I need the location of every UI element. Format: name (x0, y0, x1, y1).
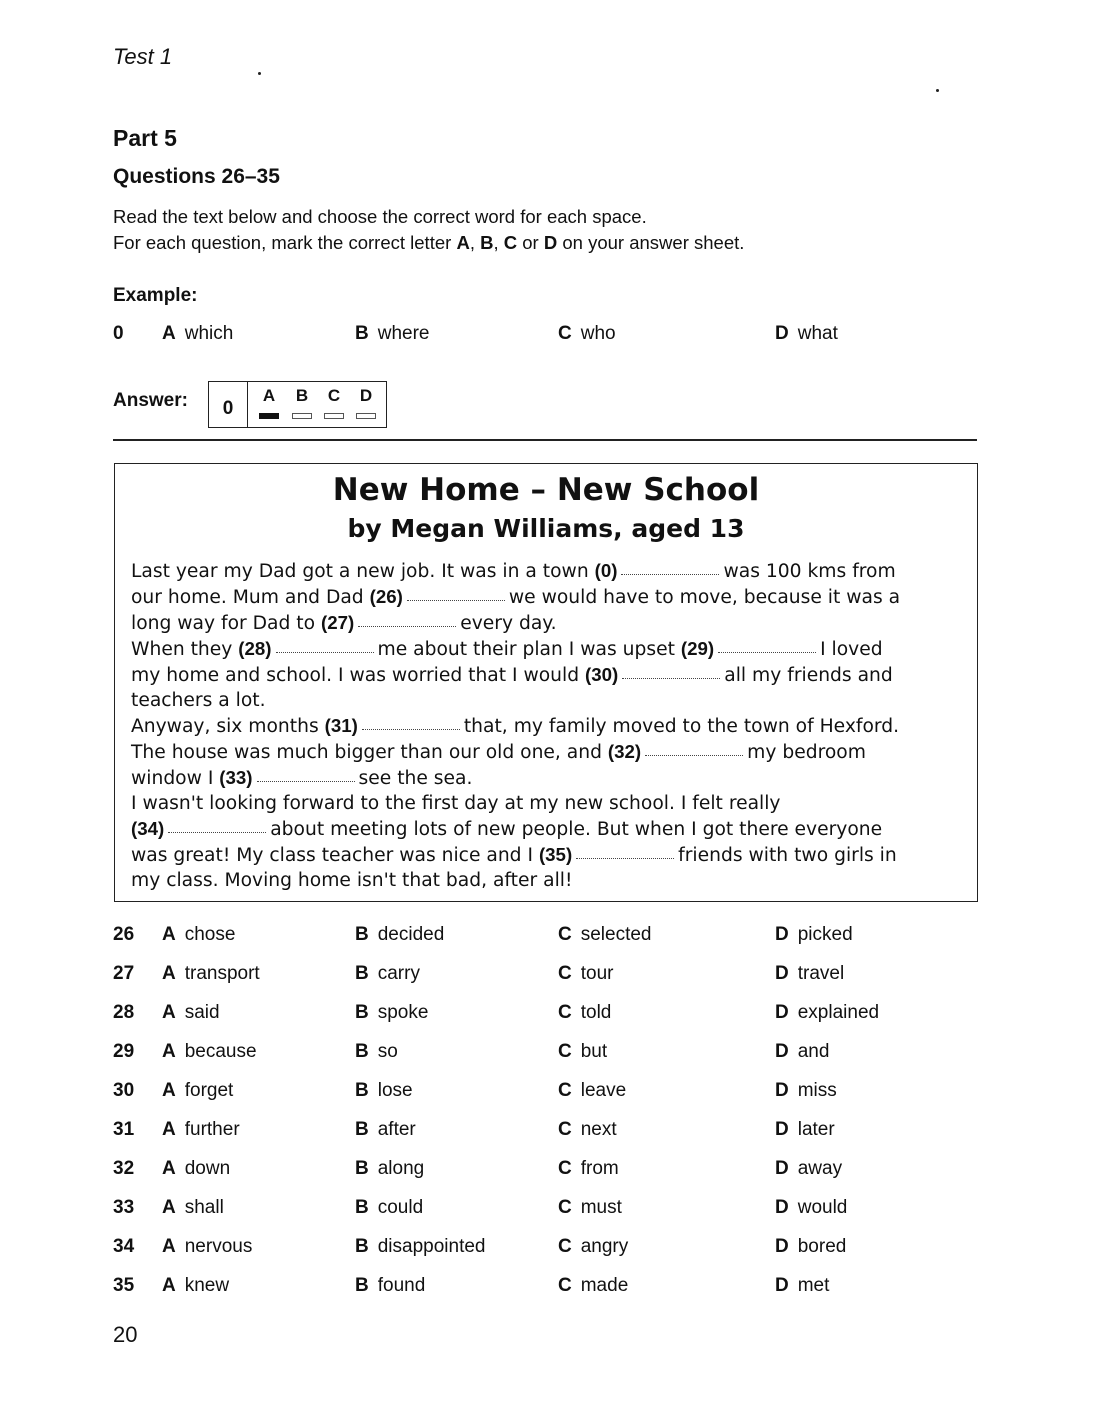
story-line: our home. Mum and Dad (26) we would have to move, because it was a (131, 586, 901, 608)
answer-gap (276, 646, 374, 653)
answer-gap (621, 568, 719, 575)
option-d[interactable]: D later (775, 1119, 835, 1140)
question-number: 0 (113, 323, 124, 344)
story-line: long way for Dad to (27) every day. (131, 612, 557, 634)
question-row (0, 1197, 1096, 1227)
option-c[interactable]: C but (558, 1041, 608, 1062)
question-number: 33 (113, 1197, 135, 1218)
answer-gap (358, 620, 456, 627)
option-b[interactable]: B so (355, 1041, 398, 1062)
question-row (0, 1236, 1096, 1266)
option-b[interactable]: B where (355, 323, 430, 344)
question-row (0, 1080, 1096, 1110)
option-d[interactable]: D explained (775, 1002, 880, 1023)
question-number: 26 (113, 924, 135, 945)
option-b[interactable]: B along (355, 1158, 425, 1179)
example-label: Example: (113, 285, 198, 306)
story-line: window I (33) see the sea. (131, 767, 473, 789)
answer-gap (362, 723, 460, 730)
page-number: 20 (113, 1322, 138, 1347)
option-d[interactable]: D picked (775, 924, 853, 945)
question-row (0, 924, 1096, 954)
option-b[interactable]: B could (355, 1197, 424, 1218)
example-options-row (0, 323, 1096, 353)
question-number: 35 (113, 1275, 135, 1296)
option-d[interactable]: D met (775, 1275, 830, 1296)
option-d[interactable]: D and (775, 1041, 830, 1062)
option-a[interactable]: A because (162, 1041, 257, 1062)
option-c[interactable]: C leave (558, 1080, 627, 1101)
option-a[interactable]: A which (162, 323, 234, 344)
questions-range: Questions 26–35 (113, 165, 280, 188)
story-line: was great! My class teacher was nice and I (35) friends with two girls in (131, 844, 897, 866)
answer-gap (257, 775, 355, 782)
story-line: Last year my Dad got a new job. It was in a town (0) was 100 kms from (131, 560, 896, 582)
answer-letter-c: C (327, 386, 341, 405)
option-d[interactable]: D miss (775, 1080, 837, 1101)
question-row (0, 1041, 1096, 1071)
option-a[interactable]: A transport (162, 963, 260, 984)
option-d[interactable]: D bored (775, 1236, 847, 1257)
question-row (0, 1002, 1096, 1032)
reading-text-box (114, 463, 978, 902)
story-line: The house was much bigger than our old one, and (32) my bedroom (131, 741, 866, 763)
speck-mark (936, 89, 939, 92)
option-a[interactable]: A knew (162, 1275, 230, 1296)
instruction-line-2: For each question, mark the correct letter A, B, C or D on your answer sheet. (113, 232, 745, 253)
story-line: teachers a lot. (131, 690, 266, 711)
part-title: Part 5 (113, 125, 177, 151)
option-a[interactable]: A down (162, 1158, 231, 1179)
option-b[interactable]: B spoke (355, 1002, 429, 1023)
question-row (0, 1275, 1096, 1305)
option-b[interactable]: B decided (355, 924, 445, 945)
option-c[interactable]: C who (558, 323, 616, 344)
story-text (131, 558, 971, 893)
option-a[interactable]: A chose (162, 924, 236, 945)
option-c[interactable]: C made (558, 1275, 629, 1296)
section-divider (113, 439, 977, 441)
answer-bubble-d[interactable] (356, 413, 376, 419)
story-byline: by Megan Williams, aged 13 (347, 514, 745, 543)
question-number: 30 (113, 1080, 135, 1101)
option-b[interactable]: B lose (355, 1080, 413, 1101)
answer-bubble-c[interactable] (324, 413, 344, 419)
answer-gap (168, 826, 266, 833)
story-line: Anyway, six months (31) that, my family moved to the town of Hexford. (131, 715, 900, 737)
option-d[interactable]: D what (775, 323, 838, 344)
option-a[interactable]: A further (162, 1119, 240, 1140)
answer-gap (576, 852, 674, 859)
story-line: When they (28) me about their plan I was upset (29) I loved (131, 638, 883, 660)
option-d[interactable]: D would (775, 1197, 848, 1218)
question-row (0, 1158, 1096, 1188)
answer-bubble-a-filled[interactable] (259, 413, 279, 419)
answer-sheet-sample (208, 381, 387, 428)
story-line: I wasn't looking forward to the first day at my new school. I felt really (131, 793, 781, 814)
answer-letter-a: A (262, 386, 276, 405)
answer-label: Answer: (113, 390, 188, 411)
question-row (0, 963, 1096, 993)
question-number: 28 (113, 1002, 135, 1023)
question-number: 34 (113, 1236, 135, 1257)
story-line: my class. Moving home isn't that bad, after all! (131, 870, 573, 891)
question-number: 31 (113, 1119, 135, 1140)
option-d[interactable]: D travel (775, 963, 845, 984)
question-number: 27 (113, 963, 135, 984)
option-c[interactable]: C next (558, 1119, 617, 1140)
option-c[interactable]: C tour (558, 963, 614, 984)
answer-letter-b: B (295, 386, 309, 405)
option-d[interactable]: D away (775, 1158, 843, 1179)
question-number: 32 (113, 1158, 135, 1179)
answer-letter-d: D (359, 386, 373, 405)
option-c[interactable]: C angry (558, 1236, 629, 1257)
answer-gap (407, 594, 505, 601)
option-c[interactable]: C told (558, 1002, 612, 1023)
instruction-line-1: Read the text below and choose the correct word for each space. (113, 206, 647, 227)
question-number: 29 (113, 1041, 135, 1062)
option-a[interactable]: A said (162, 1002, 220, 1023)
option-b[interactable]: B after (355, 1119, 416, 1140)
answer-gap (718, 646, 816, 653)
answer-number: 0 (209, 382, 248, 427)
option-a[interactable]: A nervous (162, 1236, 253, 1257)
option-c[interactable]: C selected (558, 924, 652, 945)
story-line: my home and school. I was worried that I would (30) all my friends and (131, 664, 893, 686)
story-title: New Home – New School (332, 472, 760, 508)
story-line: (34) about meeting lots of new people. But when I got there everyone (131, 818, 883, 840)
option-a[interactable]: A shall (162, 1197, 224, 1218)
option-b[interactable]: B found (355, 1275, 426, 1296)
option-b[interactable]: B carry (355, 963, 420, 984)
option-c[interactable]: C from (558, 1158, 619, 1179)
answer-gap (622, 672, 720, 679)
option-b[interactable]: B disappointed (355, 1236, 486, 1257)
speck-mark (258, 72, 261, 75)
question-row (0, 1119, 1096, 1149)
option-c[interactable]: C must (558, 1197, 622, 1218)
test-label: Test 1 (113, 44, 173, 69)
answer-gap (645, 749, 743, 756)
option-a[interactable]: A forget (162, 1080, 234, 1101)
answer-bubble-b[interactable] (292, 413, 312, 419)
